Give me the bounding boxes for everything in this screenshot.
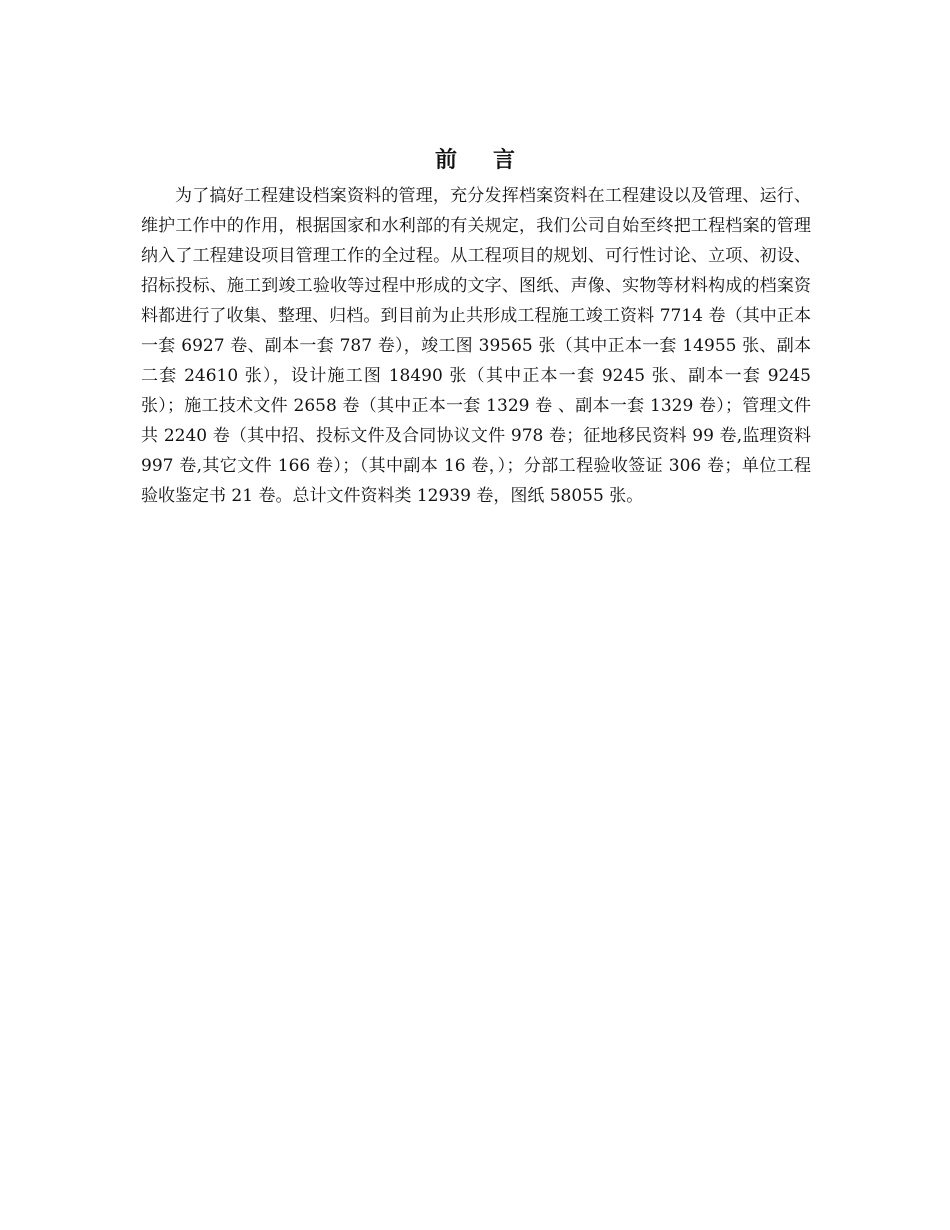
page-title: 前言 — [434, 147, 551, 173]
paragraph: 为了搞好工程建设档案资料的管理，充分发挥档案资料在工程建设以及管理、运行、维护工作中的作用，根据国家和水利部的有关规定，我们公司自始至终把工程档案的管理纳入了工程建设项目管理工作的全过程。从工程项目的规划、可行性讨论、立项、初设、招标投标、施工到竣工验收等过程中形成的文字、图纸、声像、实物等材料构成的档案资料都进行了收集、整理、归档。到目前为止共形成工程施工竣工资料 7714 卷（其中正本一套 6927 卷、副本一套 787 卷），竣工图 39565 张（其中正本一套 14955 张、副本二套 24610 张），设计施工图 18490 张（其中正本一套 9245 张、副本一套 9245 张）；施工技术文件 2658 卷（其中正本一套 1329 卷 、副本一套 1329 卷）；管理文件共 2240 卷（其中招、投标文件及合同协议文件 978 卷；征地移民资料 99 卷,监理资料 997 卷,其它文件 166 卷）；（其中副本 16 卷，）；分部工程验收签证 306 卷；单位工程验收鉴定书 21 卷。总计文件资料类 12939 卷，图纸 58055 张。 — [141, 186, 817, 506]
body-text — [141, 181, 817, 511]
